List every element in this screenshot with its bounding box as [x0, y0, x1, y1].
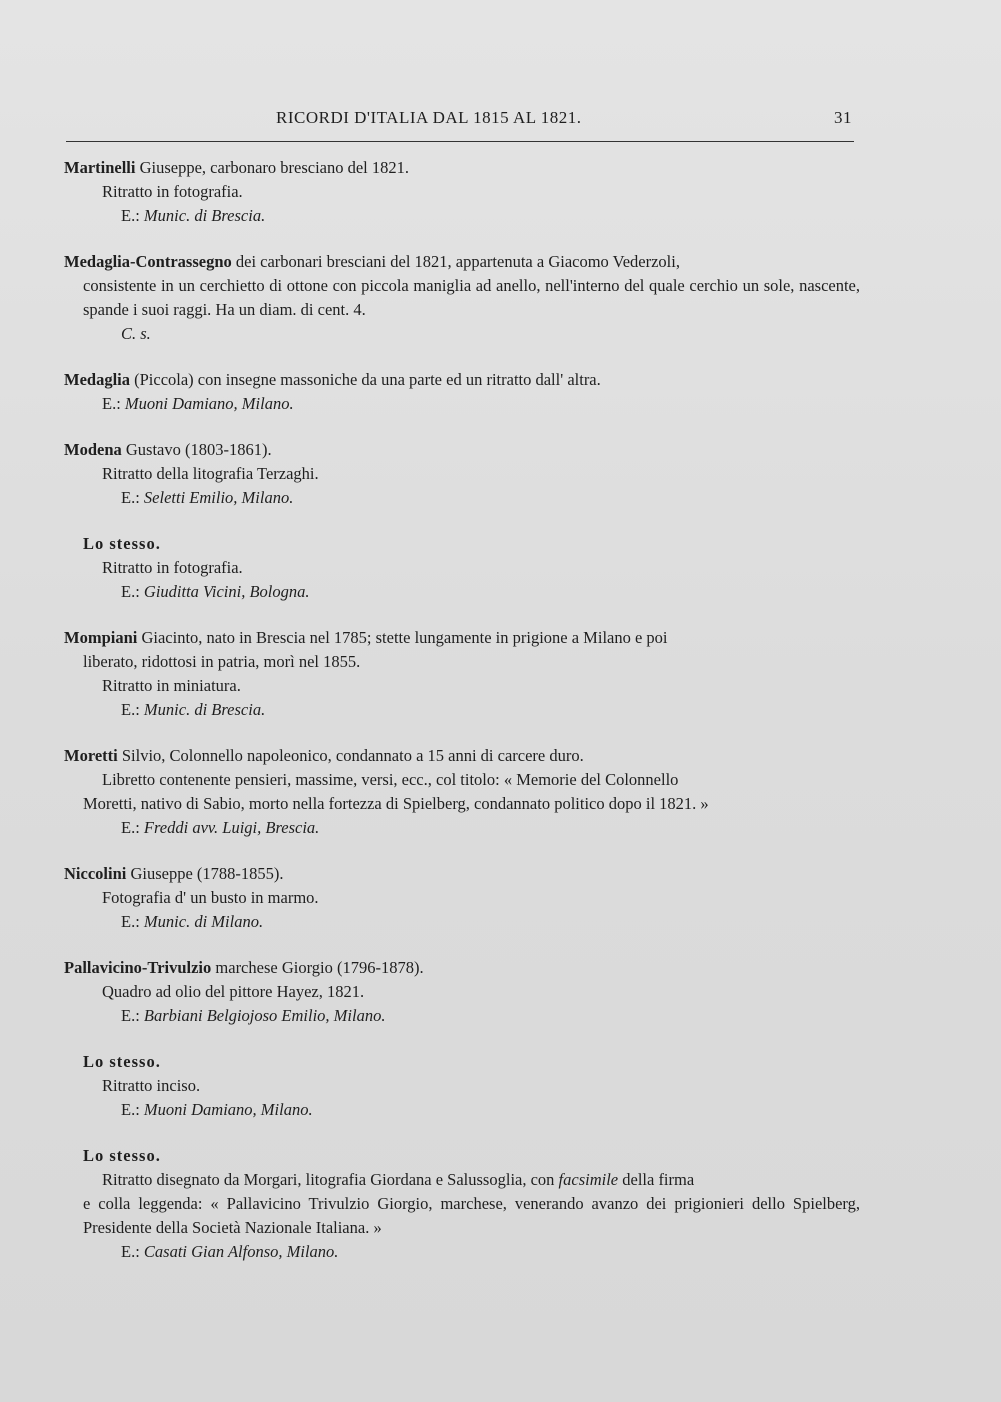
entry-description: dei carbonari bresciani del 1821, appartenuta a Giacomo Vederzoli, [231, 252, 680, 271]
running-title: RICORDI D'ITALIA DAL 1815 AL 1821. [276, 108, 582, 127]
entry-owner [64, 1098, 860, 1122]
entry-owner [64, 816, 860, 840]
owner-prefix: E.: [121, 582, 144, 601]
page-header [66, 108, 852, 134]
catalog-entry [64, 862, 860, 934]
owner-name: Munic. di Brescia. [143, 700, 266, 719]
owner-prefix: E.: [121, 1006, 144, 1025]
entry-item: Ritratto in miniatura. [102, 676, 241, 695]
entry-heading-line [64, 956, 860, 980]
owner-prefix: E.: [121, 1100, 144, 1119]
entry-item: Libretto contenente pensieri, massime, versi, ecc., col titolo: « Memorie del Colonnello [102, 770, 679, 789]
entry-heading-line [64, 626, 860, 650]
entry-owner [64, 698, 860, 722]
entry-description: Silvio, Colonnello napoleonico, condannato a 15 anni di carcere duro. [117, 746, 584, 765]
entry-name: Pallavicino-Trivulzio [64, 958, 212, 977]
entry-heading-line [64, 744, 860, 768]
entry-name: Moretti [64, 746, 118, 765]
catalog-entry [64, 626, 860, 722]
entry-owner [64, 486, 860, 510]
catalog-entry [64, 744, 860, 840]
entry-name: Martinelli [64, 158, 136, 177]
entry-item-text: della firma [618, 1170, 695, 1189]
entry-owner [64, 580, 860, 604]
entry-item: Ritratto in fotografia. [102, 182, 243, 201]
entry-item: Ritratto in fotografia. [102, 558, 243, 577]
entry-item: Fotografia d' un busto in marmo. [102, 888, 319, 907]
entry-name: Medaglia [64, 370, 130, 389]
owner-name: Seletti Emilio, Milano. [143, 488, 294, 507]
entry-name: Lo stesso. [83, 1146, 161, 1165]
owner-name: Freddi avv. Luigi, Brescia. [143, 818, 320, 837]
owner-prefix: E.: [121, 206, 144, 225]
entry-item: Ritratto della litografia Terzaghi. [102, 464, 319, 483]
entry-item-text: Ritratto disegnato da Morgari, litografia Giordana e Salussoglia, con [102, 1170, 559, 1189]
entry-item-continued: Moretti, nativo di Sabio, morto nella fortezza di Spielberg, condannato politico dopo il 1821. » [83, 794, 709, 813]
owner-name: Muoni Damiano, Milano. [124, 394, 294, 413]
entry-item: Quadro ad olio del pittore Hayez, 1821. [102, 982, 365, 1001]
entry-heading-line [64, 368, 860, 392]
entry-description: Giuseppe (1788-1855). [126, 864, 284, 883]
entry-heading-line [64, 438, 860, 462]
catalog-entry [64, 156, 860, 228]
entry-owner [64, 392, 860, 416]
owner-name: Munic. di Brescia. [143, 206, 266, 225]
catalog-entry [64, 532, 860, 604]
entry-heading-line [64, 156, 860, 180]
catalog-entry [64, 250, 860, 346]
entry-heading-line [64, 862, 860, 886]
catalog-entry [64, 1050, 860, 1122]
entry-item [64, 1168, 860, 1192]
entry-description: Gustavo (1803-1861). [121, 440, 272, 459]
entry-heading-line [64, 250, 860, 274]
entry-description: Giuseppe, carbonaro bresciano del 1821. [135, 158, 410, 177]
entry-item-continued: e colla leggenda: « Pallavicino Trivulzio Giorgio, marchese, venerando avanzo dei prigionieri dello Spielberg, Presidente della Società Nazionale Italiana. » [83, 1194, 860, 1237]
entry-description-continued: liberato, ridottosi in patria, morì nel 1855. [83, 652, 361, 671]
entry-note: C. s. [121, 324, 151, 343]
header-rule [66, 141, 854, 142]
catalog-entries [64, 156, 860, 1286]
entry-description: Giacinto, nato in Brescia nel 1785; stette lungamente in prigione a Milano e poi [137, 628, 668, 647]
entry-owner [64, 1240, 860, 1264]
entry-item-italic: facsimile [558, 1170, 619, 1189]
entry-owner [64, 910, 860, 934]
entry-name: Modena [64, 440, 122, 459]
owner-prefix: E.: [121, 700, 144, 719]
owner-prefix: E.: [102, 394, 125, 413]
entry-name: Medaglia-Contrassegno [64, 252, 232, 271]
owner-name: Munic. di Milano. [143, 912, 264, 931]
owner-name: Casati Gian Alfonso, Milano. [143, 1242, 339, 1261]
page-number: 31 [834, 108, 852, 127]
entry-description-continued: consistente in un cerchietto di ottone con piccola maniglia ad anello, nell'interno del quale cerchio un sole, nascente, spande i suoi raggi. Ha un diam. di cent. 4. [83, 276, 860, 319]
catalog-entry [64, 1144, 860, 1264]
entry-owner [64, 204, 860, 228]
owner-prefix: E.: [121, 488, 144, 507]
owner-prefix: E.: [121, 912, 144, 931]
catalog-entry [64, 956, 860, 1028]
entry-owner [64, 1004, 860, 1028]
entry-name: Niccolini [64, 864, 127, 883]
owner-prefix: E.: [121, 818, 144, 837]
entry-item: Ritratto inciso. [102, 1076, 201, 1095]
owner-name: Barbiani Belgiojoso Emilio, Milano. [143, 1006, 386, 1025]
catalog-entry [64, 368, 860, 416]
owner-prefix: E.: [121, 1242, 144, 1261]
entry-description: marchese Giorgio (1796-1878). [211, 958, 424, 977]
owner-name: Giuditta Vicini, Bologna. [143, 582, 310, 601]
entry-name: Lo stesso. [83, 1052, 161, 1071]
owner-name: Muoni Damiano, Milano. [143, 1100, 313, 1119]
entry-description: (Piccola) con insegne massoniche da una parte ed un ritratto dall' altra. [130, 370, 601, 389]
entry-name: Lo stesso. [83, 534, 161, 553]
entry-name: Mompiani [64, 628, 138, 647]
catalog-entry [64, 438, 860, 510]
